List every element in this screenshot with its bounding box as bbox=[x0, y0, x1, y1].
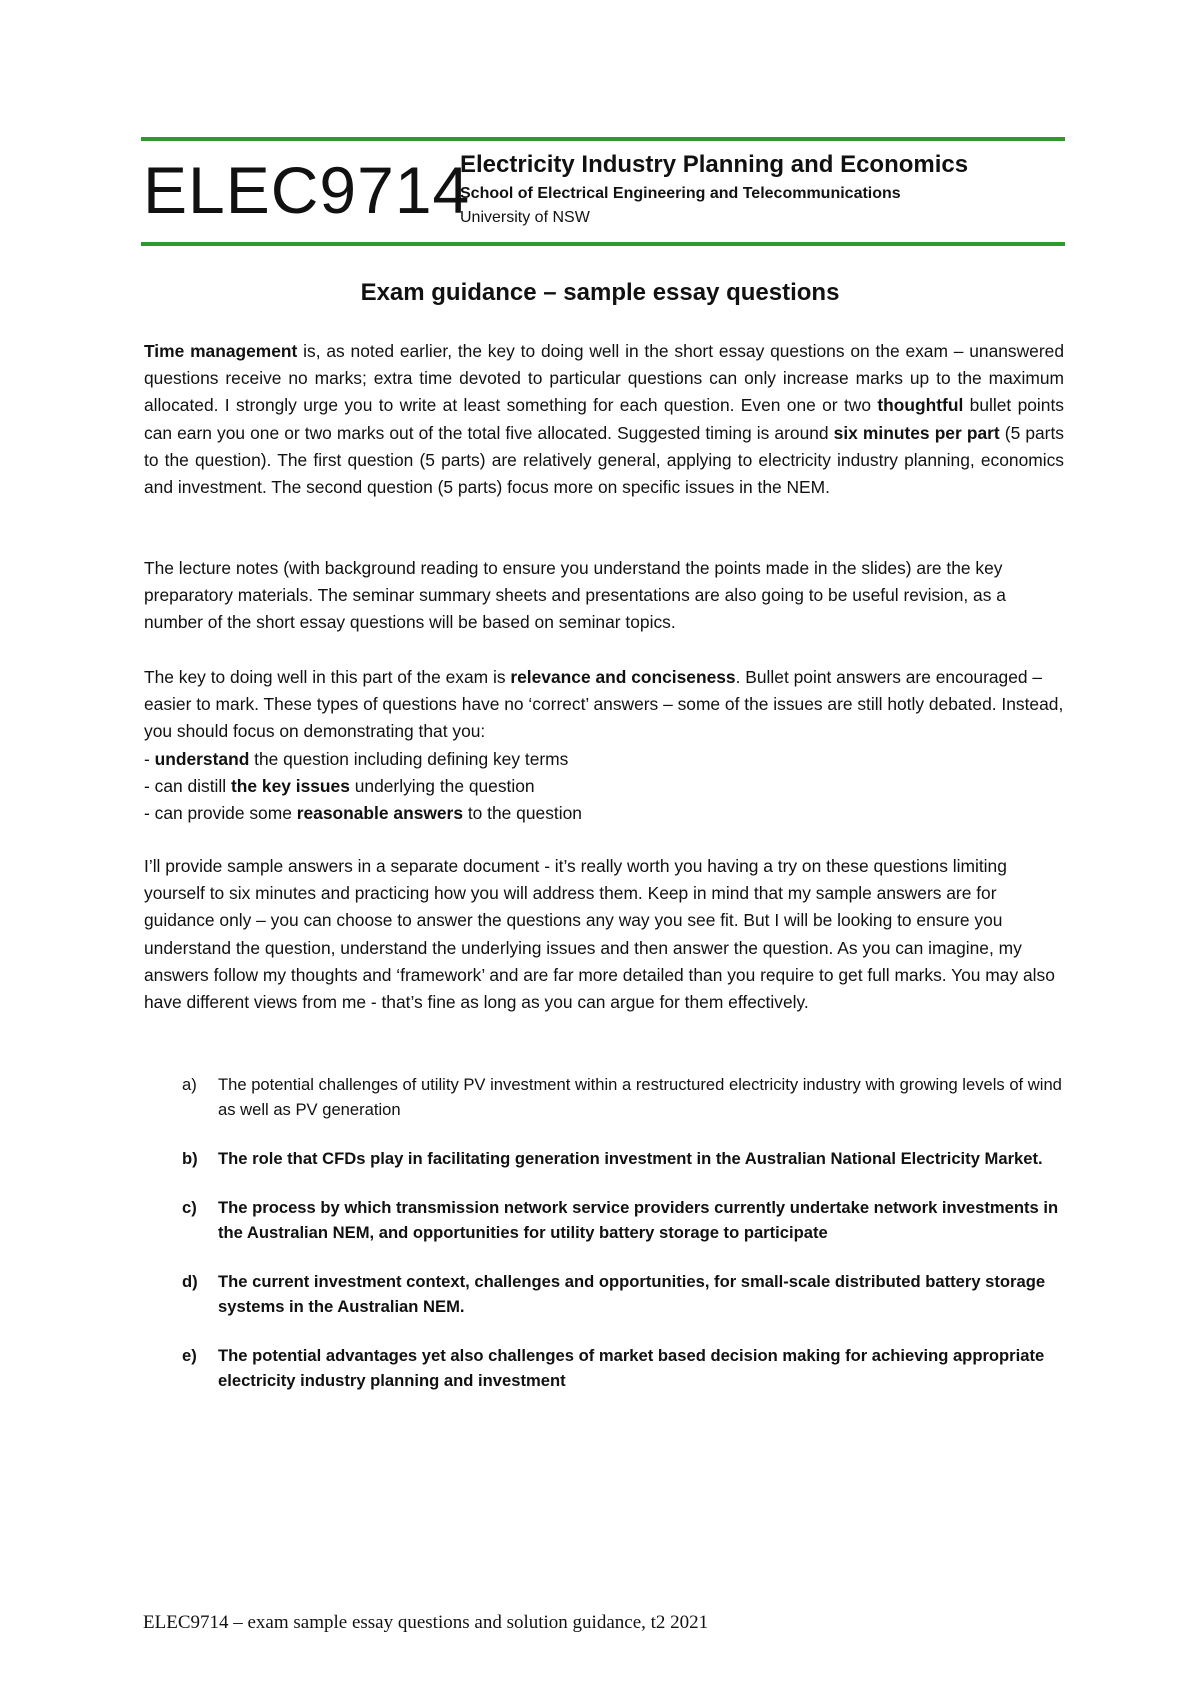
bullet-suffix: the question including defining key terms bbox=[249, 748, 569, 769]
p2-text: The lecture notes (with background reading to ensure you understand the points made in the slides) are the key preparatory materials. The seminar summary sheets and presentations are also going to be useful revision, as a number of the short essay questions will be based on seminar topics. bbox=[144, 558, 1006, 633]
bullet-prefix: - can distill bbox=[144, 775, 231, 796]
p4-text: I’ll provide sample answers in a separate document - it’s really worth you having a try on these questions limiting yourself to six minutes and practicing how you will address them. Keep in mind that my sample answers are for guidance only – you can choose to answer the questions any way you see fit. But I will be looking to ensure you understand the question, understand the underlying issues and then answer the question. As you can imagine, my answers follow my thoughts and ‘framework’ and are far more detailed than you require to get full marks. You may also have different views from me - that’s fine as long as you can argue for them effectively. bbox=[144, 856, 1055, 1013]
question-item-d bbox=[144, 1269, 1064, 1319]
question-item-b bbox=[144, 1146, 1064, 1171]
question-text: The potential challenges of utility PV investment within a restructured electricity industry with growing levels of wind as well as PV generation bbox=[218, 1075, 1062, 1119]
bullet-bold: understand bbox=[154, 748, 250, 769]
bullet-bold: reasonable answers bbox=[296, 803, 463, 824]
question-item-e bbox=[144, 1343, 1064, 1393]
university-name: University of NSW bbox=[460, 209, 590, 226]
bullet-prefix: - bbox=[144, 748, 155, 769]
document-heading: Exam guidance – sample essay questions bbox=[360, 279, 840, 306]
question-letter: c) bbox=[182, 1198, 197, 1217]
bullet-line bbox=[144, 773, 1064, 800]
p1-text-2: bullet points can earn you one or two marks out of the total five allocated. Suggested timing is around bbox=[144, 395, 1064, 443]
question-list bbox=[144, 1072, 1064, 1417]
bullet-bold: the key issues bbox=[230, 775, 350, 796]
six-minutes-bold: six minutes per part bbox=[833, 422, 1000, 443]
page-footer: ELEC9714 – exam sample essay questions and solution guidance, t2 2021 bbox=[143, 1612, 709, 1633]
question-text: The potential advantages yet also challenges of market based decision making for achieving appropriate electricity industry planning and investment bbox=[218, 1346, 1045, 1390]
question-letter: e) bbox=[182, 1346, 197, 1365]
p3-text-2: . Bullet point answers are encouraged – easier to mark. These types of questions have no ‘correct’ answers – some of the issues are still hotly debated. Instead, you should focus on demonstrating that you: bbox=[144, 667, 1064, 742]
paragraph-sample-answers bbox=[144, 853, 1064, 1016]
p1-text-1: is, as noted earlier, the key to doing well in the short essay questions on the exam – unanswered questions receive no marks; extra time devoted to particular questions can only increase marks up to the maximum allocated. I strongly urge you to write at least something for each question. Even one or two bbox=[144, 341, 1064, 416]
time-management-bold: Time management bbox=[144, 341, 298, 361]
relevance-bold: relevance and conciseness bbox=[510, 667, 736, 687]
question-letter: a) bbox=[182, 1075, 197, 1094]
thoughtful-bold: thoughtful bbox=[877, 395, 964, 416]
paragraph-lecture-notes bbox=[144, 555, 1064, 637]
header-bottom-rule bbox=[141, 242, 1065, 246]
header-top-rule bbox=[141, 137, 1065, 141]
school-name: School of Electrical Engineering and Telecommunications bbox=[460, 185, 901, 202]
bullet-line bbox=[144, 800, 1064, 827]
question-item-c bbox=[144, 1195, 1064, 1245]
bullet-line bbox=[144, 746, 1064, 773]
question-letter: b) bbox=[182, 1149, 198, 1168]
bullet-suffix: underlying the question bbox=[349, 775, 535, 796]
course-code: ELEC9714 bbox=[143, 153, 471, 227]
bullet-suffix: to the question bbox=[463, 803, 582, 824]
question-letter: d) bbox=[182, 1272, 198, 1291]
question-text: The current investment context, challenges and opportunities, for small-scale distributed battery storage systems in the Australian NEM. bbox=[218, 1272, 1046, 1316]
course-title: Electricity Industry Planning and Economics bbox=[460, 151, 969, 178]
bullet-prefix: - can provide some bbox=[144, 803, 297, 824]
question-item-a bbox=[144, 1072, 1064, 1122]
question-text: The process by which transmission network service providers currently undertake network investments in the Australian NEM, and opportunities for utility battery storage to participate bbox=[218, 1198, 1059, 1242]
question-text: The role that CFDs play in facilitating generation investment in the Australian National Electricity Market. bbox=[218, 1149, 1043, 1168]
p3-text-1: The key to doing well in this part of the exam is bbox=[144, 667, 511, 687]
paragraph-time-management bbox=[144, 338, 1064, 501]
paragraph-key-to-doing-well bbox=[144, 664, 1064, 827]
p1-text-3: (5 parts to the question). The first question (5 parts) are relatively general, applying to electricity industry planning, economics and investment. The second question (5 parts) focus more on specific issues in the NEM. bbox=[144, 422, 1064, 498]
